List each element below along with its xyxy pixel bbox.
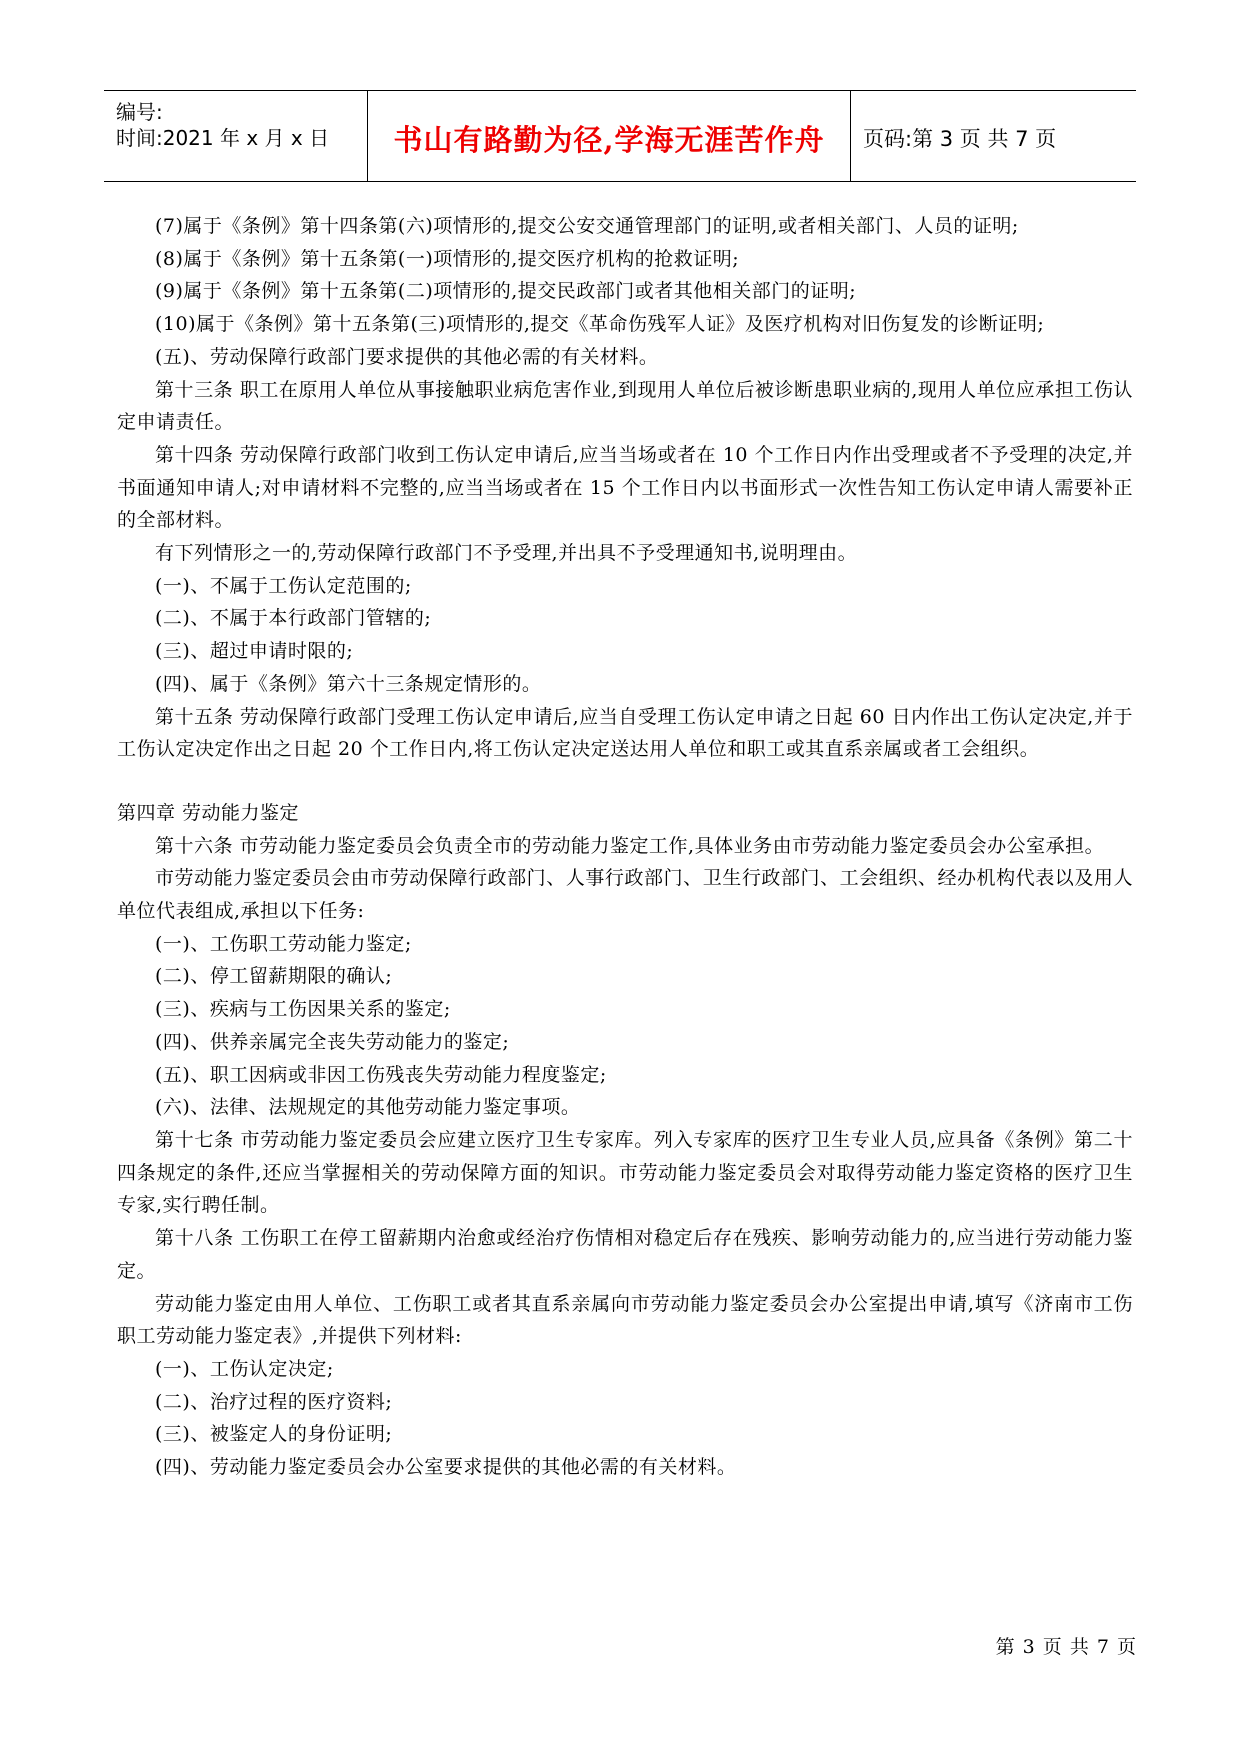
header-page-code: 页码:第 3 页 共 7 页: [863, 127, 1057, 151]
header-motto: 书山有路勤为径,学海无涯苦作舟: [393, 123, 825, 157]
paragraph: 第十四条 劳动保障行政部门收到工伤认定申请后,应当当场或者在 10 个工作日内作出受理或者不予受理的决定,并书面通知申请人;对申请材料不完整的,应当当场或者在 15 个工作日内以书面形式一次性告知工伤认定申请人需要补正的全部材料。: [117, 443, 1133, 532]
paragraph: 第十六条 市劳动能力鉴定委员会负责全市的劳动能力鉴定工作,具体业务由市劳动能力鉴定委员会办公室承担。: [155, 834, 1105, 857]
paragraph: (7)属于《条例》第十四条第(六)项情形的,提交公安交通管理部门的证明,或者相关部门、人员的证明;: [155, 215, 1019, 237]
page-footer: 第 3 页 共 7 页: [995, 1636, 1137, 1658]
paragraph: (四)、属于《条例》第六十三条规定情形的。: [155, 672, 542, 695]
paragraph: (二)、治疗过程的医疗资料;: [155, 1390, 393, 1413]
paragraph: (三)、疾病与工伤因果关系的鉴定;: [155, 998, 451, 1021]
page-header: [104, 90, 1136, 182]
paragraph: (一)、工伤认定决定;: [155, 1357, 334, 1380]
paragraph: (9)属于《条例》第十五条第(二)项情形的,提交民政部门或者其他相关部门的证明;: [155, 280, 857, 303]
paragraph: (二)、不属于本行政部门管辖的;: [155, 607, 432, 630]
paragraph: (二)、停工留薪期限的确认;: [155, 965, 393, 988]
header-right-cell: [851, 91, 1136, 181]
paragraph: 第十三条 职工在原用人单位从事接触职业病危害作业,到现用人单位后被诊断患职业病的,现用人单位应承担工伤认定申请责任。: [117, 378, 1133, 434]
paragraph: (8)属于《条例》第十五条第(一)项情形的,提交医疗机构的抢救证明;: [155, 247, 740, 270]
paragraph: (10)属于《条例》第十五条第(三)项情形的,提交《革命伤残军人证》及医疗机构对旧伤复发的诊断证明;: [155, 313, 1045, 336]
paragraph: 有下列情形之一的,劳动保障行政部门不予受理,并出具不予受理通知书,说明理由。: [155, 542, 858, 565]
document-date: 时间:2021 年 x 月 x 日: [116, 126, 330, 150]
paragraph: (五)、劳动保障行政部门要求提供的其他必需的有关材料。: [155, 345, 659, 368]
paragraph: (一)、工伤职工劳动能力鉴定;: [155, 932, 412, 955]
paragraph: 市劳动能力鉴定委员会由市劳动保障行政部门、人事行政部门、卫生行政部门、工会组织、经办机构代表以及用人单位代表组成,承担以下任务:: [117, 867, 1133, 923]
header-middle-cell: [368, 91, 851, 181]
paragraph: (四)、供养亲属完全丧失劳动能力的鉴定;: [155, 1030, 510, 1053]
paragraph: 第十七条 市劳动能力鉴定委员会应建立医疗卫生专家库。列入专家库的医疗卫生专业人员,应具备《条例》第二十四条规定的条件,还应当掌握相关的劳动保障方面的知识。市劳动能力鉴定委员会对取得劳动能力鉴定资格的医疗卫生专家,实行聘任制。: [117, 1128, 1133, 1217]
paragraph: (一)、不属于工伤认定范围的;: [155, 574, 412, 597]
paragraph: (三)、超过申请时限的;: [155, 640, 354, 663]
document-number-label: 编号:: [116, 100, 163, 124]
paragraph: 第四章 劳动能力鉴定: [117, 801, 300, 824]
paragraph: 劳动能力鉴定由用人单位、工伤职工或者其直系亲属向市劳动能力鉴定委员会办公室提出申请,填写《济南市工伤职工劳动能力鉴定表》,并提供下列材料:: [117, 1292, 1133, 1348]
paragraph: (四)、劳动能力鉴定委员会办公室要求提供的其他必需的有关材料。: [155, 1456, 737, 1479]
paragraph: 第十五条 劳动保障行政部门受理工伤认定申请后,应当自受理工伤认定申请之日起 60 日内作出工伤认定决定,并于工伤认定决定作出之日起 20 个工作日内,将工伤认定决定送达用人单位和职工或其直系亲属或者工会组织。: [117, 705, 1133, 761]
paragraph: (五)、职工因病或非因工伤残丧失劳动能力程度鉴定;: [155, 1063, 607, 1086]
paragraph: 第十八条 工伤职工在停工留薪期内治愈或经治疗伤情相对稳定后存在残疾、影响劳动能力的,应当进行劳动能力鉴定。: [117, 1227, 1133, 1282]
paragraph: (六)、法律、法规规定的其他劳动能力鉴定事项。: [155, 1096, 581, 1119]
header-left-cell: [104, 91, 368, 181]
paragraph: (三)、被鉴定人的身份证明;: [155, 1423, 393, 1446]
document-body: [117, 210, 1133, 1484]
